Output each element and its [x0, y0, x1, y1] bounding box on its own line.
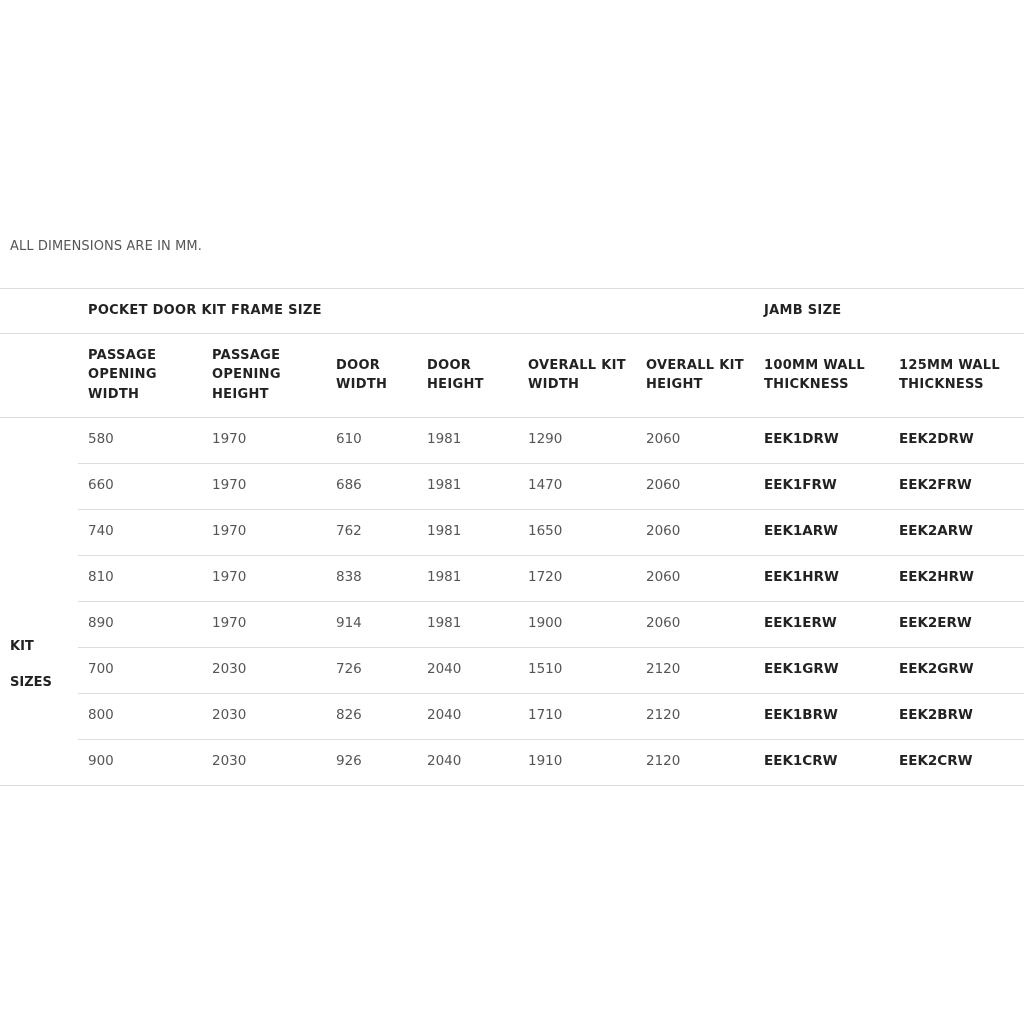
table-cell-passage-opening-width: 800 — [88, 707, 114, 723]
table-cell-passage-opening-width: 580 — [88, 431, 114, 447]
table-cell-passage-opening-width: 660 — [88, 477, 114, 493]
table-cell-overall-kit-height: 2120 — [646, 661, 681, 677]
column-header-line: HEIGHT — [212, 386, 269, 402]
table-cell-overall-kit-height: 2120 — [646, 753, 681, 769]
table-cell-door-width: 610 — [336, 431, 362, 447]
table-row-divider — [78, 647, 1024, 648]
table-cell-passage-opening-height: 2030 — [212, 707, 247, 723]
column-header-line: DOOR — [427, 357, 472, 373]
group-header-divider — [0, 333, 1024, 334]
table-cell-125mm-wall-thickness: EEK2BRW — [899, 707, 973, 723]
table-cell-passage-opening-height: 1970 — [212, 569, 247, 585]
column-header-passage-opening-height — [212, 346, 281, 405]
table-cell-passage-opening-width: 890 — [88, 615, 114, 631]
table-cell-passage-opening-height: 1970 — [212, 523, 247, 539]
column-header-line: THICKNESS — [899, 377, 984, 392]
column-header-line: OPENING — [88, 367, 157, 383]
table-cell-passage-opening-height: 1970 — [212, 431, 247, 447]
row-label-kit: KIT — [10, 639, 34, 654]
column-header-line: 125MM WALL — [899, 357, 1000, 373]
table-cell-125mm-wall-thickness: EEK2ERW — [899, 615, 972, 631]
column-header-100mm-wall-thickness — [764, 356, 865, 395]
table-cell-overall-kit-height: 2060 — [646, 615, 681, 631]
table-cell-passage-opening-width: 700 — [88, 661, 114, 677]
table-row-divider — [78, 739, 1024, 740]
table-cell-100mm-wall-thickness: EEK1ARW — [764, 523, 839, 539]
table-cell-door-height: 1981 — [427, 569, 462, 585]
row-label-sizes: SIZES — [10, 675, 52, 690]
table-cell-door-width: 838 — [336, 569, 362, 585]
column-header-line: 100MM WALL — [764, 357, 865, 373]
table-row-divider — [78, 601, 1024, 602]
column-header-line: OVERALL KIT — [646, 357, 744, 373]
table-cell-door-width: 762 — [336, 523, 362, 539]
table-cell-overall-kit-width: 1650 — [528, 523, 563, 539]
table-cell-door-height: 1981 — [427, 615, 462, 631]
table-top-border — [0, 288, 1024, 289]
table-cell-overall-kit-width: 1470 — [528, 477, 563, 493]
table-cell-door-height: 2040 — [427, 661, 462, 677]
table-cell-125mm-wall-thickness: EEK2GRW — [899, 661, 974, 677]
column-header-line: HEIGHT — [646, 377, 703, 392]
table-cell-overall-kit-width: 1290 — [528, 431, 563, 447]
table-cell-passage-opening-height: 1970 — [212, 615, 247, 631]
table-cell-door-height: 1981 — [427, 523, 462, 539]
table-cell-overall-kit-height: 2060 — [646, 431, 681, 447]
table-cell-125mm-wall-thickness: EEK2CRW — [899, 753, 973, 769]
column-header-line: HEIGHT — [427, 377, 484, 392]
column-header-line: THICKNESS — [764, 377, 849, 392]
table-cell-100mm-wall-thickness: EEK1FRW — [764, 477, 837, 493]
table-cell-door-height: 2040 — [427, 707, 462, 723]
table-cell-100mm-wall-thickness: EEK1BRW — [764, 707, 838, 723]
table-cell-door-width: 686 — [336, 477, 362, 493]
column-header-line: PASSAGE — [88, 347, 157, 363]
table-cell-100mm-wall-thickness: EEK1GRW — [764, 661, 839, 677]
table-cell-overall-kit-width: 1910 — [528, 753, 563, 769]
column-header-line: OPENING — [212, 367, 281, 383]
column-header-door-height — [427, 356, 484, 395]
column-header-125mm-wall-thickness — [899, 356, 1000, 395]
dimensions-note: ALL DIMENSIONS ARE IN MM. — [10, 239, 202, 254]
column-header-door-width — [336, 356, 387, 395]
table-cell-overall-kit-height: 2120 — [646, 707, 681, 723]
table-cell-door-width: 926 — [336, 753, 362, 769]
table-cell-100mm-wall-thickness: EEK1CRW — [764, 753, 838, 769]
column-header-line: WIDTH — [88, 386, 140, 402]
jamb-size-group-header: JAMB SIZE — [764, 303, 842, 318]
table-cell-door-height: 1981 — [427, 477, 462, 493]
table-cell-passage-opening-width: 810 — [88, 569, 114, 585]
table-cell-overall-kit-width: 1710 — [528, 707, 563, 723]
table-cell-passage-opening-height: 2030 — [212, 753, 247, 769]
table-cell-door-width: 914 — [336, 615, 362, 631]
table-cell-door-width: 726 — [336, 661, 362, 677]
column-header-line: DOOR — [336, 357, 381, 373]
table-cell-overall-kit-height: 2060 — [646, 569, 681, 585]
table-cell-125mm-wall-thickness: EEK2DRW — [899, 431, 974, 447]
table-cell-overall-kit-width: 1510 — [528, 661, 563, 677]
table-row-divider — [78, 509, 1024, 510]
table-cell-overall-kit-height: 2060 — [646, 523, 681, 539]
table-cell-passage-opening-width: 740 — [88, 523, 114, 539]
table-cell-passage-opening-width: 900 — [88, 753, 114, 769]
column-header-divider — [0, 417, 1024, 418]
table-cell-overall-kit-width: 1900 — [528, 615, 563, 631]
column-header-line: OVERALL KIT — [528, 357, 626, 373]
table-row-divider — [78, 693, 1024, 694]
column-header-overall-kit-height — [646, 356, 744, 395]
column-header-overall-kit-width — [528, 356, 626, 395]
column-header-line: WIDTH — [336, 377, 388, 392]
table-cell-door-width: 826 — [336, 707, 362, 723]
table-cell-100mm-wall-thickness: EEK1HRW — [764, 569, 839, 585]
table-cell-100mm-wall-thickness: EEK1ERW — [764, 615, 837, 631]
table-cell-100mm-wall-thickness: EEK1DRW — [764, 431, 839, 447]
column-header-line: WIDTH — [528, 377, 580, 392]
table-cell-overall-kit-height: 2060 — [646, 477, 681, 493]
column-header-line: PASSAGE — [212, 347, 281, 363]
column-header-passage-opening-width — [88, 346, 157, 405]
table-cell-overall-kit-width: 1720 — [528, 569, 563, 585]
table-row-divider — [0, 785, 1024, 786]
table-cell-door-height: 1981 — [427, 431, 462, 447]
table-row-divider — [78, 555, 1024, 556]
table-row-divider — [78, 463, 1024, 464]
table-cell-door-height: 2040 — [427, 753, 462, 769]
table-cell-125mm-wall-thickness: EEK2ARW — [899, 523, 974, 539]
frame-size-group-header: POCKET DOOR KIT FRAME SIZE — [88, 303, 322, 318]
table-cell-125mm-wall-thickness: EEK2HRW — [899, 569, 974, 585]
table-cell-passage-opening-height: 1970 — [212, 477, 247, 493]
table-cell-125mm-wall-thickness: EEK2FRW — [899, 477, 972, 493]
table-cell-passage-opening-height: 2030 — [212, 661, 247, 677]
